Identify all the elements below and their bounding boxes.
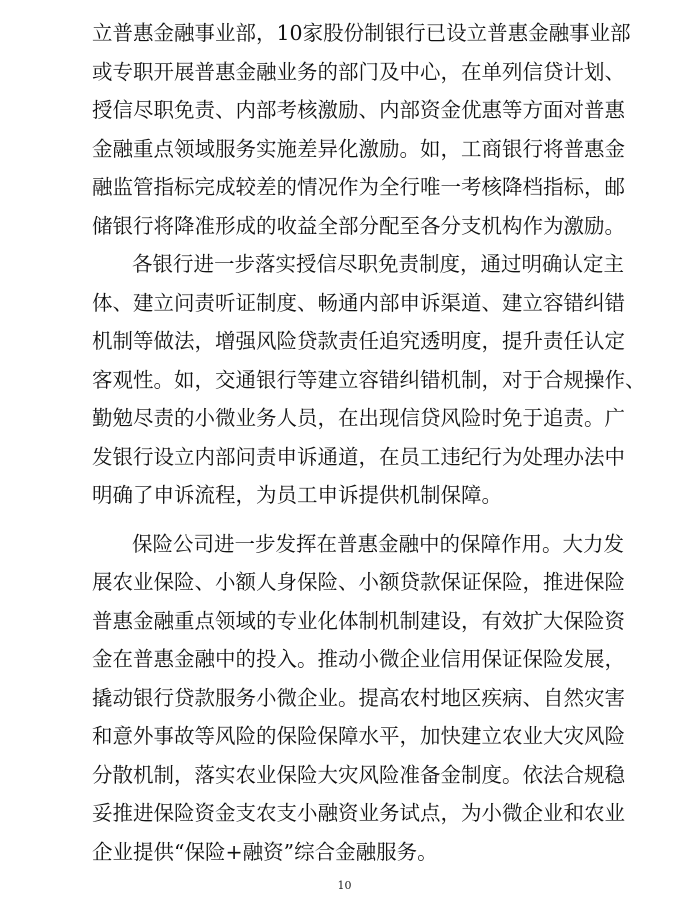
text-line: 或专职开展普惠金融业务的部门及中心，在单列信贷计划、 bbox=[92, 59, 625, 84]
text-line: 展农业保险、小额人身保险、小额贷款保证保险，推进保险 bbox=[92, 570, 625, 594]
paragraph-insurance-role bbox=[92, 525, 625, 872]
page-number: 10 bbox=[337, 879, 352, 892]
text-line: 勤勉尽责的小微业务人员，在出现信贷风险时免于追责。广 bbox=[92, 406, 625, 430]
paragraph-due-diligence-exemption bbox=[92, 245, 646, 515]
text-line: 保险公司进一步发挥在普惠金融中的保障作用。大力发 bbox=[132, 531, 624, 556]
paragraph-banking-incentives bbox=[92, 14, 631, 245]
text-line: 分散机制，落实农业保险大灾风险准备金制度。依法合规稳 bbox=[92, 762, 625, 787]
document-body bbox=[92, 14, 646, 871]
text-line: 金在普惠金融中的投入。推动小微企业信用保证保险发展， bbox=[92, 647, 625, 671]
text-line: 融监管指标完成较差的情况作为全行唯一考核降档指标，邮 bbox=[92, 175, 625, 199]
text-line: 机制等做法，增强风险贷款责任追究透明度，提升责任认定 bbox=[92, 329, 625, 353]
text-line: 储银行将降准形成的收益全部分配至各分支机构作为激励。 bbox=[92, 213, 625, 238]
text-line: 明确了申诉流程，为员工申诉提供机制保障。 bbox=[92, 483, 502, 507]
text-line: 普惠金融重点领域的专业化体制机制建设，有效扩大保险资 bbox=[92, 608, 625, 633]
paragraph-spacer bbox=[92, 515, 598, 525]
text-line: 企业提供“保险+融资”综合金融服务。 bbox=[92, 839, 438, 864]
text-line: 各银行进一步落实授信尽职免责制度，通过明确认定主 bbox=[132, 252, 624, 276]
text-line: 妥推进保险资金支农支小融资业务试点，为小微企业和农业 bbox=[92, 801, 625, 825]
text-line: 客观性。如，交通银行等建立容错纠错机制，对于合规操作、 bbox=[92, 367, 646, 392]
text-line: 立普惠金融事业部，10家股份制银行已设立普惠金融事业部 bbox=[92, 21, 631, 45]
text-line: 发银行设立内部问责申诉通道，在员工违纪行为处理办法中 bbox=[92, 444, 625, 469]
text-line: 和意外事故等风险的保险保障水平，加快建立农业大灾风险 bbox=[92, 724, 625, 748]
text-line: 金融重点领域服务实施差异化激励。如，工商银行将普惠金 bbox=[92, 136, 625, 161]
text-line: 撬动银行贷款服务小微企业。提高农村地区疾病、自然灾害 bbox=[92, 685, 625, 710]
text-line: 授信尽职免责、内部考核激励、内部资金优惠等方面对普惠 bbox=[92, 98, 625, 122]
text-line: 体、建立问责听证制度、畅通内部申诉渠道、建立容错纠错 bbox=[92, 290, 625, 315]
